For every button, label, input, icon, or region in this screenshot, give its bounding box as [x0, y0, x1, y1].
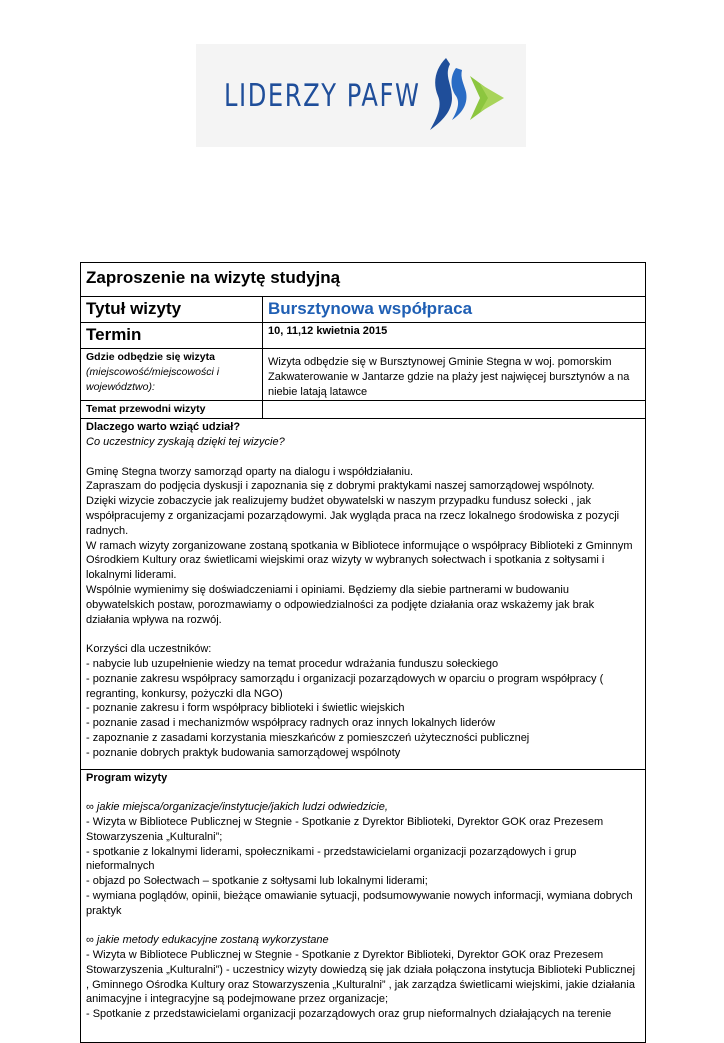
benefit-item: - nabycie lub uzupełnienie wiedzy na temat procedur wdrażania funduszu sołeckiego: [86, 657, 499, 670]
program-label: Program wizyty: [86, 771, 168, 784]
date-label: Termin: [81, 323, 263, 349]
invitation-table: [80, 262, 646, 1043]
place-value: Wizyta odbędzie się w Bursztynowej Gminie Stegna w woj. pomorskim Zakwaterowanie w Jantarze gdzie na plaży jest najwięcej bursztynów a na niebie latają latawce: [263, 349, 646, 401]
infinity-bullet-icon: ∞: [86, 801, 94, 814]
theme-label: Temat przewodni wizyty: [81, 401, 263, 419]
place-label-cell: [81, 349, 263, 401]
benefit-item: - poznanie zasad i mechanizmów współpracy radnych oraz innych lokalnych liderów: [86, 717, 496, 730]
theme-value: [263, 401, 646, 419]
benefit-item: - poznanie dobrych praktyk budowania samorządowej wspólnoty: [86, 746, 401, 759]
document-heading: Zaproszenie na wizytę studyjną: [81, 263, 646, 297]
program-question-text: jakie metody edukacyjne zostaną wykorzystane: [93, 934, 329, 947]
program-item: - wymiana poglądów, opinii, bieżące omawianie sytuacji, podsumowywanie nowych informacji, wymiana dobrych praktyk: [86, 889, 633, 917]
logo-text: LIDERZY PAFW: [224, 78, 421, 114]
title-label: Tytuł wizyty: [81, 297, 263, 323]
program-question: [86, 800, 640, 815]
program-item: - spotkanie z lokalnymi liderami, społecznikami - przedstawicielami organizacji pozarządowych i grup nieformalnych: [86, 845, 577, 873]
title-value: Bursztynowa współpraca: [263, 297, 646, 323]
benefit-item: - poznanie zakresu i form współpracy biblioteki i świetlic wiejskich: [86, 702, 405, 715]
why-paragraph: Gminę Stegna tworzy samorząd oparty na dialogu i współdziałaniu.: [86, 465, 414, 478]
program-section: [81, 769, 646, 1043]
program-question-text: jakie miejsca/organizacje/instytucje/jakich ludzi odwiedzicie,: [93, 801, 388, 814]
why-paragraph: Wspólnie wymienimy się doświadczeniami i opiniami. Będziemy dla siebie partnerami w budowaniu obywatelskich postaw, porozmawiamy o odpowiedzialności za podjęte działania oraz wskażemy jak brak działania wpływa na rozwój.: [86, 583, 595, 626]
date-value: 10, 11,12 kwietnia 2015: [263, 323, 646, 349]
logo-faces-icon: [426, 54, 516, 136]
program-question: [86, 933, 640, 948]
benefits-title: Korzyści dla uczestników:: [86, 643, 212, 656]
infinity-bullet-icon: ∞: [86, 934, 94, 947]
benefit-item: - zapoznanie z zasadami korzystania mieszkańców z pomieszczeń użyteczności publicznej: [86, 731, 530, 744]
program-item: - Wizyta w Bibliotece Publicznej w Stegnie - Spotkanie z Dyrektor Biblioteki, Dyrektor GOK oraz Prezesem Stowarzyszenia „Kulturalni”;: [86, 815, 604, 843]
why-paragraph: W ramach wizyty zorganizowane zostaną spotkania w Bibliotece informujące o współpracy Biblioteki z Gminnym Ośrodkiem Kultury oraz świetlicami wiejskimi oraz wizyty w wybranych sołectwach i spotkania z sołtysami i lokalnymi liderami.: [86, 539, 633, 582]
place-label: Gdzie odbędzie się wizyta: [86, 351, 215, 363]
program-item: - objazd po Sołectwach – spotkanie z sołtysami lub lokalnymi liderami;: [86, 875, 428, 888]
logo: [196, 44, 526, 147]
why-label: Dlaczego warto wziąć udział?: [86, 421, 241, 434]
why-hint: Co uczestnicy zyskają dzięki tej wizycie?: [86, 435, 285, 448]
benefit-item: - poznanie zakresu współpracy samorządu i organizacji pozarządowych w oparciu o program współpracy ( regranting, konkursy, pożyczki dla NGO): [86, 672, 604, 700]
why-section: [81, 419, 646, 769]
place-hint: (miejscowość/miejscowości i województwo):: [86, 365, 220, 393]
why-paragraph: Dzięki wizycie zobaczycie jak realizujemy budżet obywatelski w naszym przypadku fundusz sołecki , jak współpracujemy z organizacjami pozarządowymi. Jak wygląda praca na rzecz lokalnego środowiska z pozycji radnych.: [86, 495, 620, 537]
program-item: - Spotkanie z przedstawicielami organizacji pozarządowych oraz grup nieformalnych działających na terenie: [86, 1008, 612, 1021]
program-item: - Wizyta w Bibliotece Publicznej w Stegnie - Spotkanie z Dyrektor Biblioteki, Dyrektor GOK oraz Prezesem Stowarzyszenia „Kulturalni”) - uczestnicy wizyty dowiedzą się jak działa połączona instytucja Biblioteki Publicznej , Gminnego Ośrodka Kultury oraz Stowarzyszenia „Kulturalni” , jak zarządza świetlicami wiejskimi, jakie działania animacyjne i integracyjne są podejmowane przez organizacje;: [86, 949, 636, 1006]
why-paragraph: Zapraszam do podjęcia dyskusji i zapoznania się z dobrymi praktykami naszej samorządowej wspólnoty.: [86, 480, 595, 493]
